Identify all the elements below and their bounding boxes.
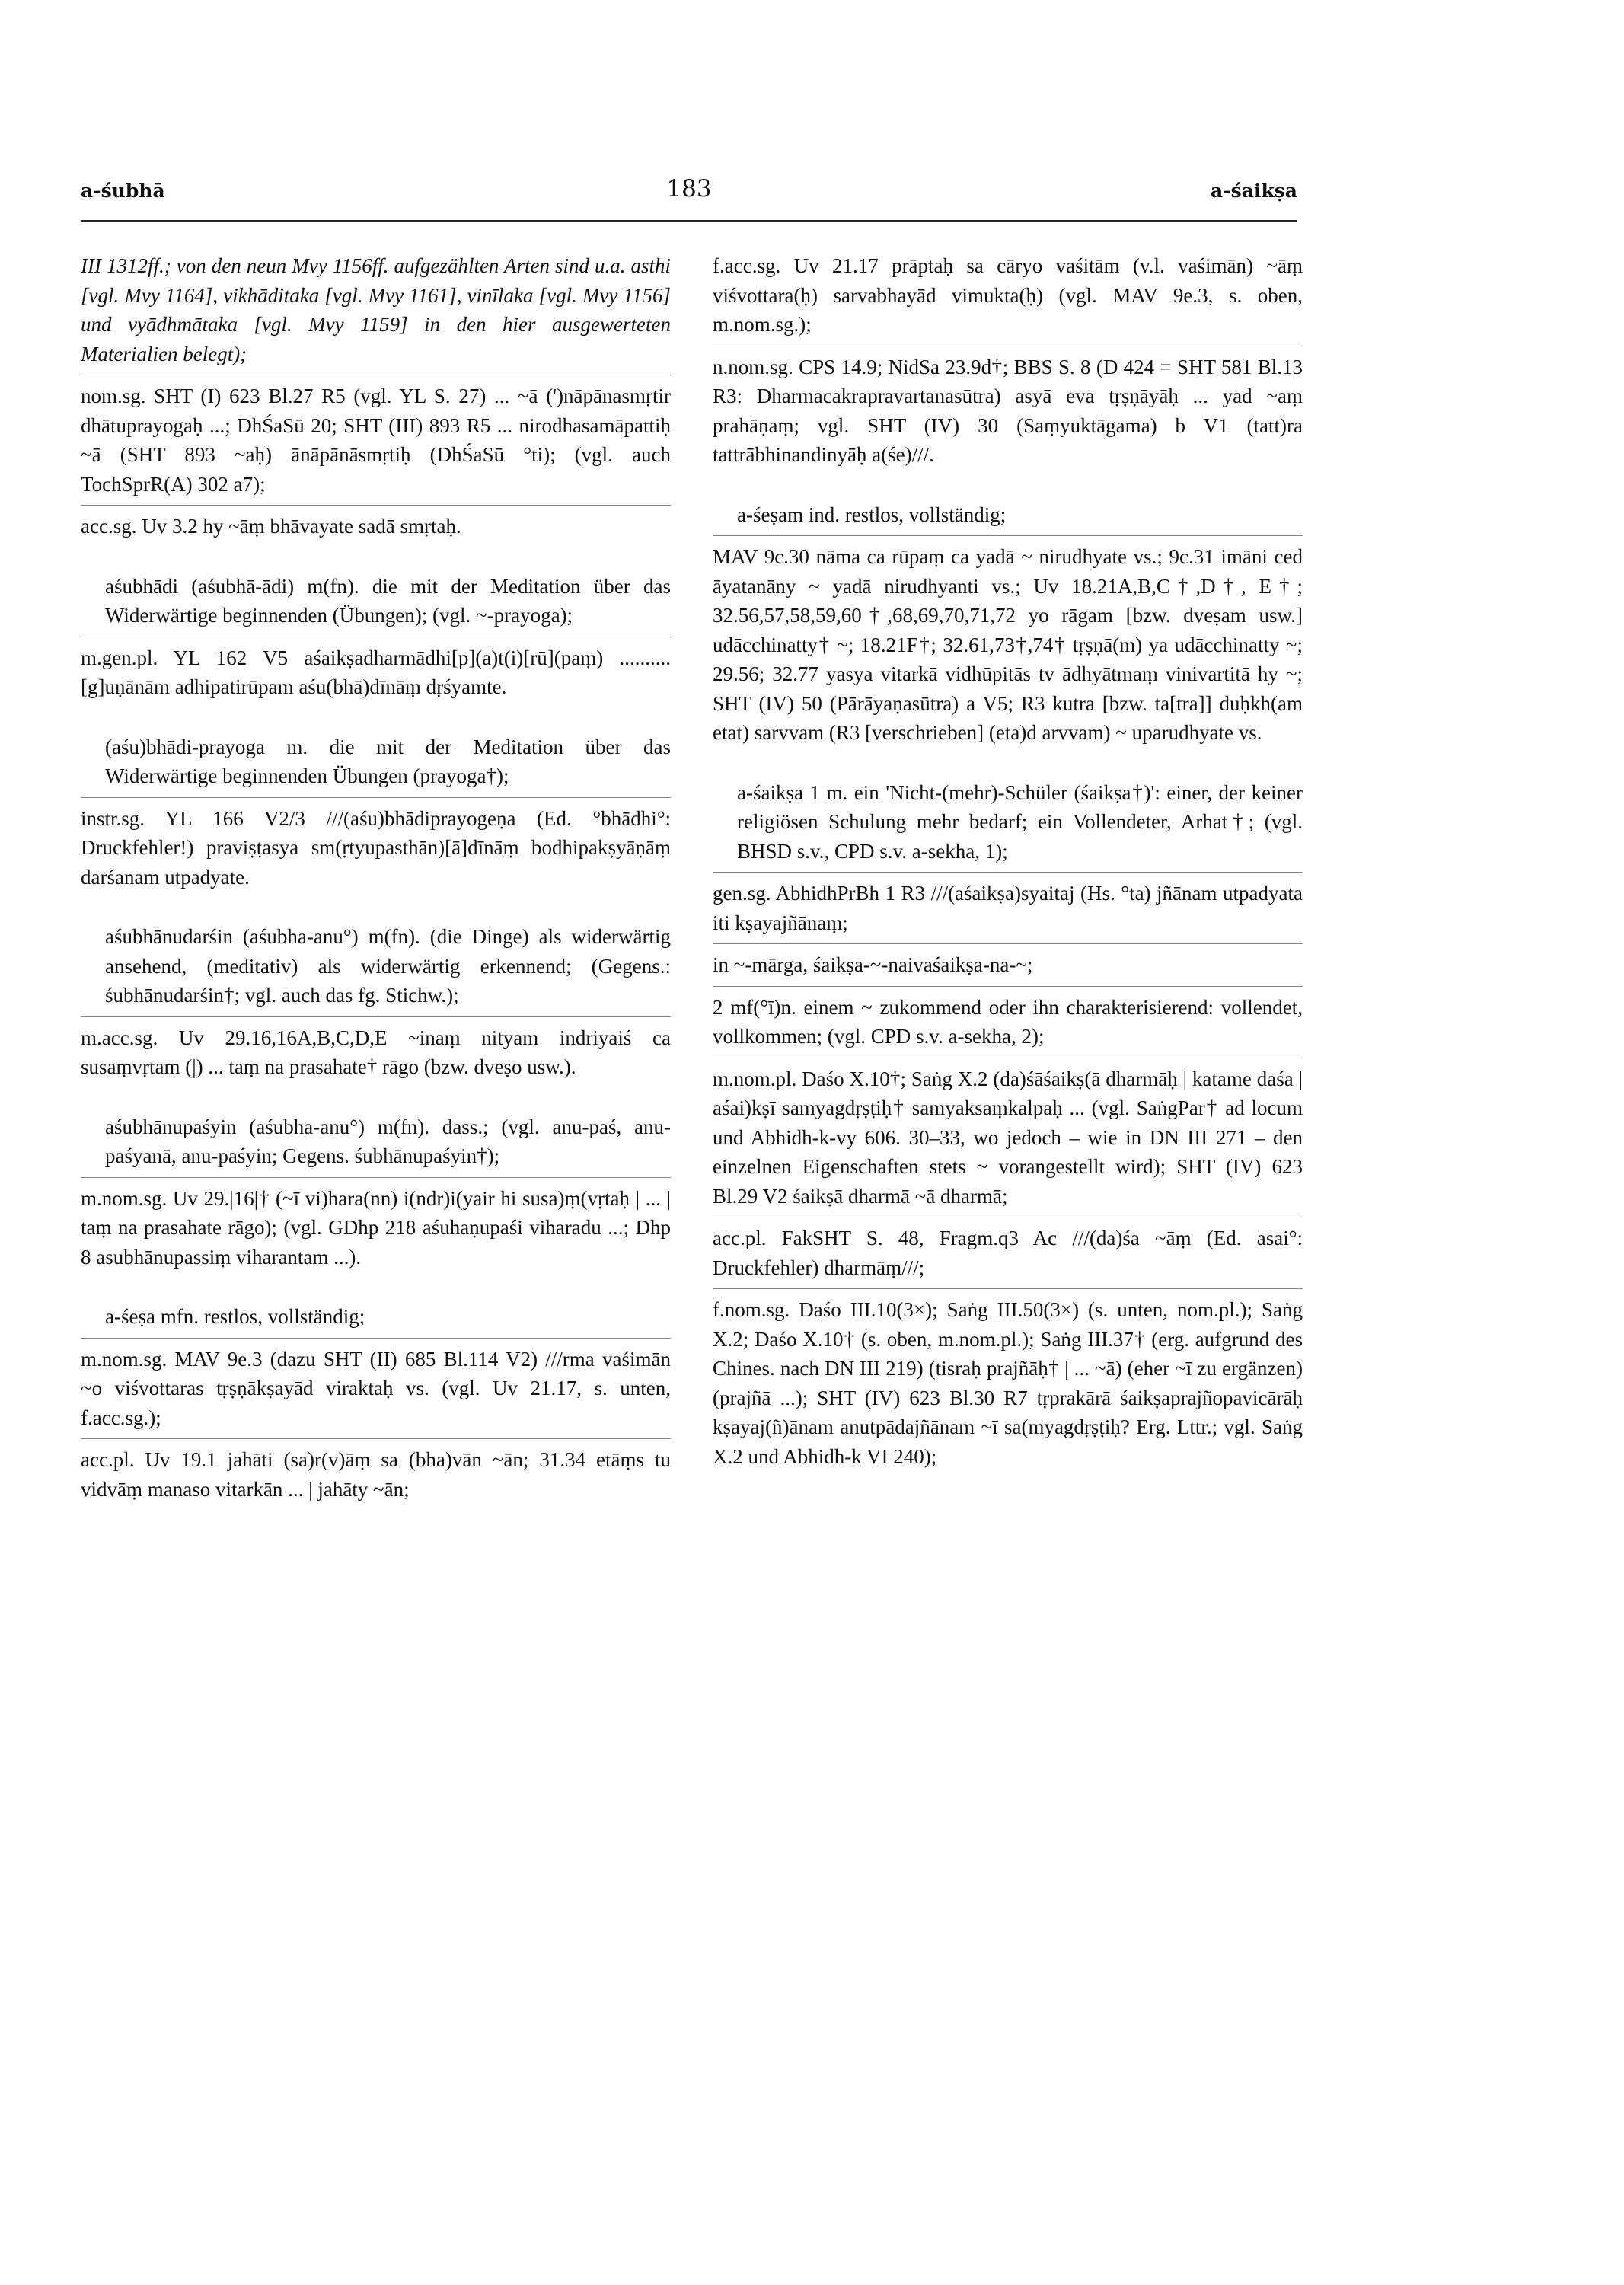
lemma-entry: aśubhādi (aśubhā-ādi) m(fn). die mit der Meditation über das Widerwärtige beginnenden (Übungen); (vgl. ~-prayoga); [105,574,671,627]
divider [81,797,671,798]
entry-text: f.acc.sg. Uv 21.17 prāptaḥ sa cāryo vaśitām (v.l. vaśimān) ~āṃ viśvottara(ḥ) sarvabhayād vimukta(ḥ) (vgl. MAV 9e.3, s. oben, m.nom.sg.); [713,254,1303,336]
divider [81,1338,671,1339]
header-right-guideword: a-śaikṣa [1211,180,1297,202]
divider [713,943,1303,944]
entry-text: gen.sg. AbhidhPrBh 1 R3 ///(aśaikṣa)syaitaj (Hs. °ta) jñānam utpadyata iti kṣayajñānaṃ; [713,882,1303,934]
lemma-entry: a-śeṣa mfn. restlos, vollständig; [105,1305,365,1328]
divider [713,535,1303,536]
divider [81,1177,671,1178]
entry-text: instr.sg. YL 166 V2/3 ///(aśu)bhādiprayogeṇa (Ed. °bhādhi°: Druckfehler!) praviṣṭasya sm(ṛtyupasthān)[ā]dīnāṃ bodhipakṣyāṇāṃ darśanam utpadyate. [81,806,671,889]
entry-text: MAV 9c.30 nāma ca rūpaṃ ca yadā ~ nirudhyate vs.; 9c.31 imāni ced āyatanāny ~ yadā nirudhyanti vs.; Uv 18.21A,B,C†,D†, E†; 32.56,57,58,59,60†,68,69,70,71,72 yo rāgam [bzw. dveṣam usw.] udācchinatty† ~; 18.21F†; 32.61,73†,74† tṛṣṇā(m) ya udācchinatty ~; 29.56; 32.77 yasya vitarkā vidhūpitās tv ādhyātmaṃ vinivartitā hy ~; SHT (IV) 50 (Pārāyaṇasūtra) a V5; R3 kutra [bzw. ta[tra]] duḥkh(am etat) sarvvam (R3 [verschrieben] (eta)d arvvam) ~ uparudhyate vs. [713,545,1303,744]
header-rule [81,220,1297,222]
divider [81,505,671,506]
entry-text: m.nom.sg. Uv 29.|16|† (~ī vi)hara(nn) i(ndr)i(yair hi susa)ṃ(vṛtaḥ | ... | taṃ na prasahate rāgo); (vgl. GDhp 218 aśuhaṇupaśi viharadu ...; Dhp 8 asubhānupassiṃ viharantam ...). [81,1186,671,1269]
header-left-guideword: a-śubhā [81,180,165,202]
divider [81,1016,671,1017]
right-column [713,251,1303,1477]
lemma-entry: a-śaikṣa 1 m. ein 'Nicht-(mehr)-Schüler (śaikṣa†)': einer, der keiner religiösen Schulung mehr bedarf; ein Vollendeter, Arhat†; (vgl. BHSD s.v., CPD s.v. a-sekha, 1); [737,780,1303,863]
divider [713,1288,1303,1289]
entry-text: acc.pl. Uv 19.1 jahāti (sa)r(v)āṃ sa (bha)vān ~ān; 31.34 etāṃs tu vidvāṃ manaso vitarkān ... | jahāty ~ān; [81,1448,671,1501]
lemma-entry: aśubhānudarśin (aśubha-anu°) m(fn). (die Dinge) als widerwärtig ansehend, (meditativ) als widerwärtig erkennend; (Gegens.: śubhānudarśin†; vgl. auch das fg. Stichw.); [105,925,671,1007]
entry-text: f.nom.sg. Daśo III.10(3×); Saṅg III.50(3×) (s. unten, nom.pl.); Saṅg X.2; Daśo X.10† (s. oben, m.nom.pl.); Saṅg III.37† (erg. aufgrund des Chines. nach DN III 219) (tisraḥ prajñāḥ† | ... ~ā) (eher ~ī zu ergänzen) (prajñā ...); SHT (IV) 623 Bl.30 R7 tṛprakārā śaikṣaprajñopavicārāḥ kṣayaj(ñ)ānam anutpādajñānam ~ī sa(myagdṛṣṭiḥ? Erg. Lttr.; vgl. Saṅg X.2 und Abhidh-k VI 240); [713,1298,1303,1468]
entry-text: 2 mf(°ī)n. einem ~ zukommend oder ihn charakterisierend: vollendet, vollkommen; (vgl. CPD s.v. a-sekha, 2); [713,995,1303,1048]
divider [81,1438,671,1439]
entry-text: nom.sg. SHT (I) 623 Bl.27 R5 (vgl. YL S. 27) ... ~ā (')nāpānasmṛtir dhātuprayogaḥ ...; DhŚaSū 20; SHT (III) 893 R5 ... nirodhasamāpattiḥ ~ā (SHT 893 ~aḥ) ānāpānāsmṛtiḥ (DhŚaSū °ti); (vgl. auch TochSprR(A) 302 a7); [81,385,671,496]
lemma-entry: aśubhānupaśyin (aśubha-anu°) m(fn). dass.; (vgl. anu-paś, anu-paśyanā, anu-paśyin; Gegens. śubhānupaśyin†); [105,1115,671,1167]
entry-text: acc.pl. FakSHT S. 48, Fragm.q3 Ac ///(da)śa ~āṃ (Ed. asai°: Druckfehler) dharmāṃ///; [713,1227,1303,1279]
lemma-entry: a-śeṣam ind. restlos, vollständig; [737,503,1007,526]
page-number: 183 [666,175,712,203]
divider [713,986,1303,987]
entry-text: III 1312ff.; von den neun Mvy 1156ff. aufgezählten Arten sind u.a. asthi [vgl. Mvy 1164], vikhāditaka [vgl. Mvy 1161], vinīlaka [vgl. Mvy 1156] und vyādhmātaka [vgl. Mvy 1159] in den hier ausgewerteten Materialien belegt); [81,254,671,365]
lemma-entry: (aśu)bhādi-prayoga m. die mit der Meditation über das Widerwärtige beginnenden Übungen (prayoga†); [105,735,671,787]
page-header [81,172,1297,210]
entry-text: m.gen.pl. YL 162 V5 aśaikṣadharmādhi[p](a)t(i)[rū](paṃ) .......... [g]uṇānām adhipatirūpam aśu(bhā)dīnāṃ dṛśyamte. [81,646,671,698]
entry-text: in ~-mārga, śaikṣa-~-naivaśaikṣa-na-~; [713,953,1033,976]
entry-text: acc.sg. Uv 3.2 hy ~āṃ bhāvayate sadā smṛtaḥ. [81,515,461,538]
entry-text: m.nom.pl. Daśo X.10†; Saṅg X.2 (da)śāśaikṣ(ā dharmāḥ | katame daśa | aśai)kṣī samyagdṛṣṭiḥ† samyaksaṃkalpaḥ ... (vgl. SaṅgPar† ad locum und Abhidh-k-vy 606. 30–33, wo jedoch – wie in DN III 271 – den einzelnen Eigenschaften stets ~ vorangestellt wird); SHT (IV) 623 Bl.29 V2 śaikṣā dharmā ~ā dharmā; [713,1067,1303,1208]
entry-text: m.acc.sg. Uv 29.16,16A,B,C,D,E ~inaṃ nityam indriyaiś ca susaṃvṛtam (|) ... taṃ na prasahate† rāgo (bzw. dveṣo usw.). [81,1026,671,1078]
entry-text: m.nom.sg. MAV 9e.3 (dazu SHT (II) 685 Bl.114 V2) ///rma vaśimān ~o viśvottaras tṛṣṇākṣayād viraktaḥ vs. (vgl. Uv 21.17, s. unten, f.acc.sg.); [81,1347,671,1429]
divider [713,872,1303,873]
entry-text: n.nom.sg. CPS 14.9; NidSa 23.9d†; BBS S. 8 (D 424 = SHT 581 Bl.13 R3: Dharmacakrapravartanasūtra) asyā eva tṛṣṇāyāḥ ... yad ~aṃ prahāṇaṃ; vgl. SHT (IV) 30 (Saṃyuktāgama) b V1 (tatt)ra tattrābhinandinyāḥ a(śe)///. [713,355,1303,466]
left-column [81,251,671,1510]
